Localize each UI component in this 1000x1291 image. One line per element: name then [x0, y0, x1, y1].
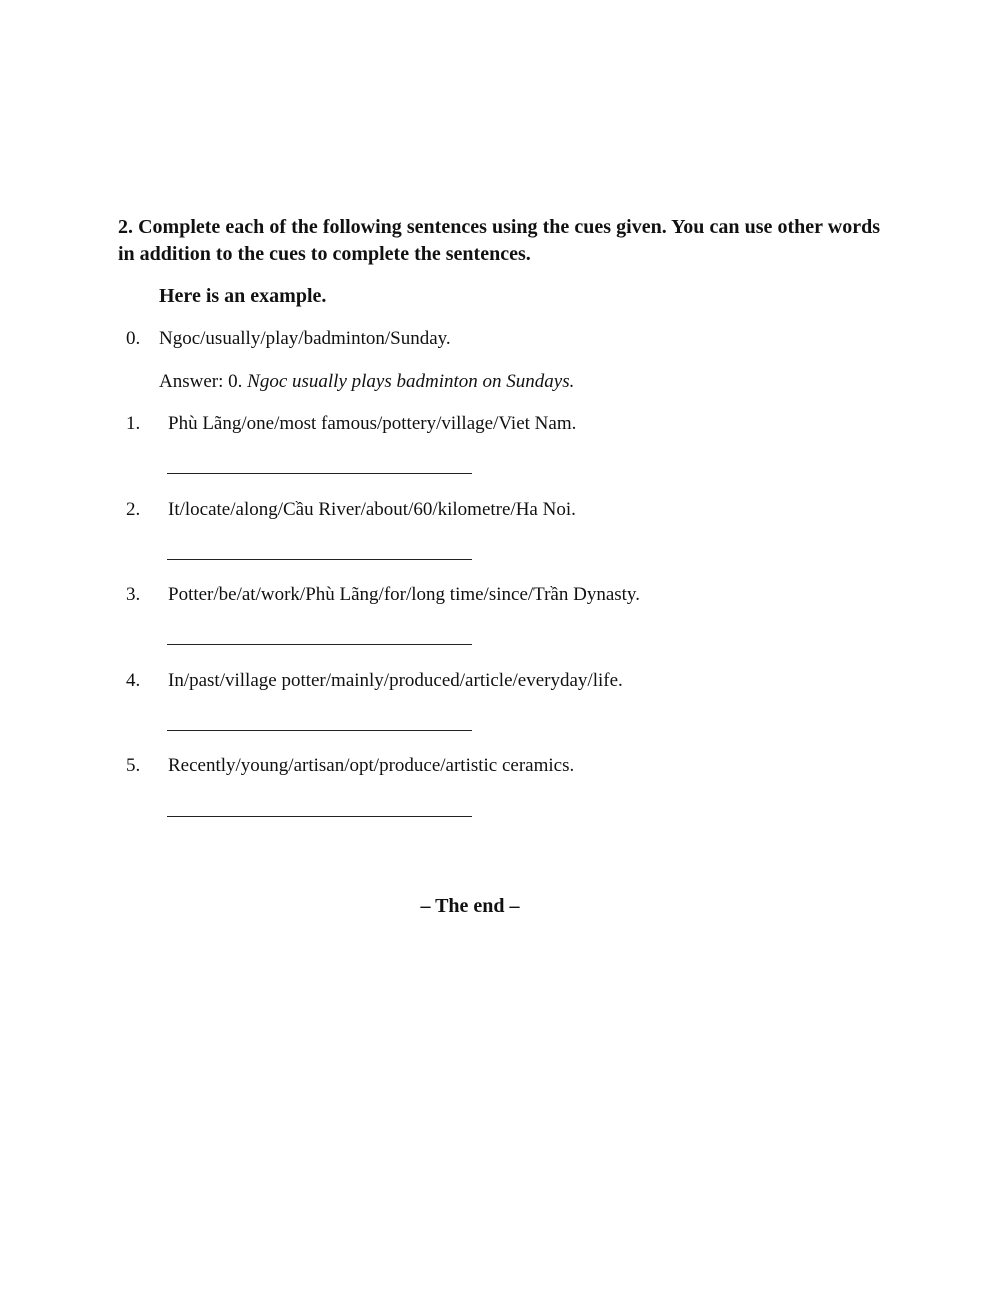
example-number: 0.: [126, 328, 141, 349]
example-heading: Here is an example.: [159, 285, 327, 307]
example-cue: Ngoc/usually/play/badminton/Sunday.: [159, 328, 451, 349]
example-answer-label: Answer: 0.: [159, 371, 248, 392]
answer-blank-5[interactable]: [167, 816, 472, 817]
item-cue: It/locate/along/Cầu River/about/60/kilometre/Ha Noi.: [168, 499, 576, 520]
answer-blank-2[interactable]: [167, 559, 472, 560]
item-cue: In/past/village potter/mainly/produced/article/everyday/life.: [168, 670, 623, 691]
example-answer: [159, 370, 574, 394]
item-number: 5.: [126, 755, 141, 776]
item-cue: Potter/be/at/work/Phù Lãng/for/long time/since/Trần Dynasty.: [168, 584, 640, 605]
exercise-instruction: 2. Complete each of the following sentences using the cues given. You can use other words in addition to the cues to complete the sentences.: [118, 216, 880, 265]
item-cue: Recently/young/artisan/opt/produce/artistic ceramics.: [168, 755, 575, 776]
answer-blank-3[interactable]: [167, 644, 472, 645]
item-number: 2.: [126, 499, 141, 520]
item-number: 1.: [126, 413, 141, 434]
end-marker: – The end –: [420, 895, 520, 917]
answer-blank-1[interactable]: [167, 473, 472, 474]
item-number: 4.: [126, 670, 141, 691]
answer-blank-4[interactable]: [167, 730, 472, 731]
item-number: 3.: [126, 584, 141, 605]
item-cue: Phù Lãng/one/most famous/pottery/village/Viet Nam.: [168, 413, 577, 434]
example-answer-text: Ngoc usually plays badminton on Sundays.: [247, 371, 575, 392]
